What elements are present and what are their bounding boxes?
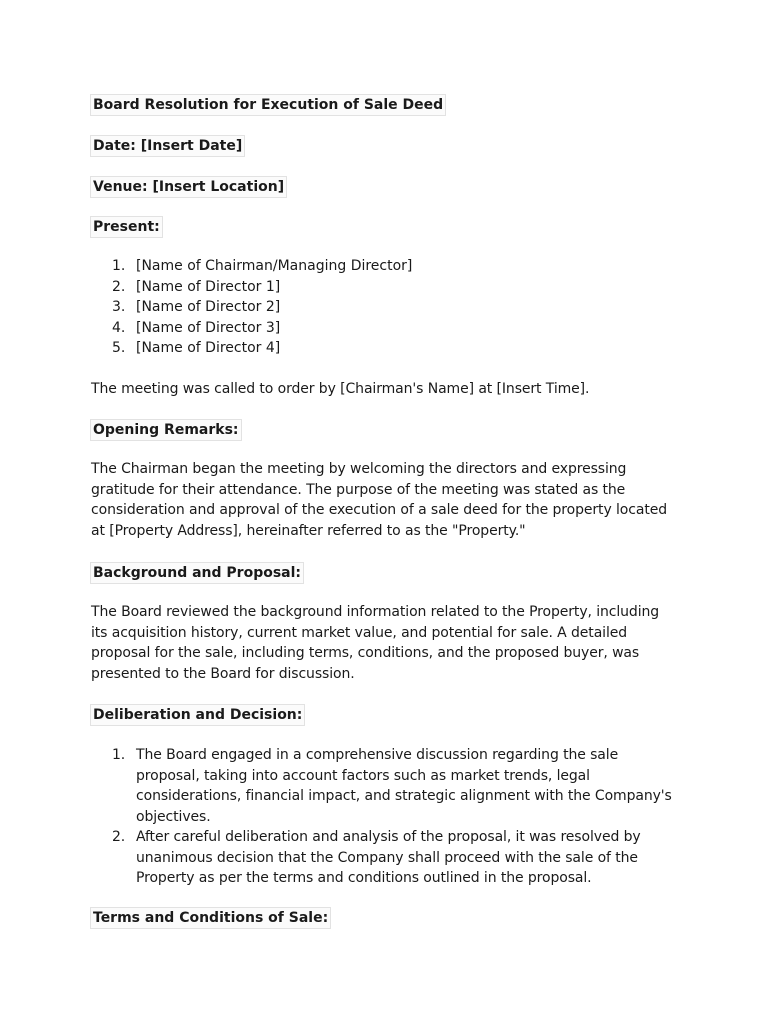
list-number: 5. — [112, 340, 126, 356]
list-item-text: [Name of Director 3] — [136, 319, 281, 336]
list-item-text: [Name of Director 1] — [136, 278, 281, 295]
list-number: 1. — [112, 747, 126, 763]
deliberation-item-text: After careful deliberation and analysis of the proposal, it was resolved by unanimous decision that the Company shall proceed with the sale of the Property as per the terms and conditions outlined in the proposal. — [136, 829, 641, 886]
list-item — [91, 318, 412, 339]
deliberation-heading: Deliberation and Decision: — [90, 704, 305, 726]
list-item — [91, 338, 412, 359]
document-title: Board Resolution for Execution of Sale Deed — [90, 94, 446, 116]
list-number: 2. — [112, 829, 126, 845]
list-item-text: [Name of Director 4] — [136, 340, 281, 356]
list-item — [91, 297, 412, 318]
opening-remarks-heading: Opening Remarks: — [90, 419, 242, 441]
present-list — [91, 256, 412, 359]
list-number: 2. — [112, 278, 126, 295]
list-item — [91, 277, 412, 298]
opening-remarks-text: The Chairman began the meeting by welcoming the directors and expressing gratitude for their attendance. The purpose of the meeting was stated as the consideration and approval of the execution of a sale deed for the property located at [Property Address], hereinafter referred to as the "Property." — [91, 461, 668, 539]
deliberation-item-text: The Board engaged in a comprehensive discussion regarding the sale proposal, taking into account factors such as market trends, legal considerations, financial impact, and strategic alignment with the Company's objectives. — [136, 747, 672, 825]
deliberation-item — [91, 827, 686, 889]
list-item — [91, 256, 412, 277]
list-item-text: [Name of Director 2] — [136, 299, 281, 315]
terms-heading: Terms and Conditions of Sale: — [90, 907, 331, 929]
list-number: 3. — [112, 299, 126, 315]
date-line: Date: [Insert Date] — [90, 135, 245, 157]
deliberation-item — [91, 745, 686, 827]
background-text: The Board reviewed the background information related to the Property, including its acquisition history, current market value, and potential for sale. A detailed proposal for the sale, including terms, conditions, and the proposed buyer, was presented to the Board for discussion. — [91, 604, 660, 682]
list-number: 4. — [112, 319, 126, 336]
called-to-order-text: The meeting was called to order by [Chairman's Name] at [Insert Time]. — [91, 381, 590, 397]
present-heading: Present: — [90, 216, 163, 238]
list-number: 1. — [112, 258, 126, 274]
list-item-text: [Name of Chairman/Managing Director] — [136, 258, 413, 274]
venue-line: Venue: [Insert Location] — [90, 176, 287, 198]
background-heading: Background and Proposal: — [90, 562, 304, 584]
